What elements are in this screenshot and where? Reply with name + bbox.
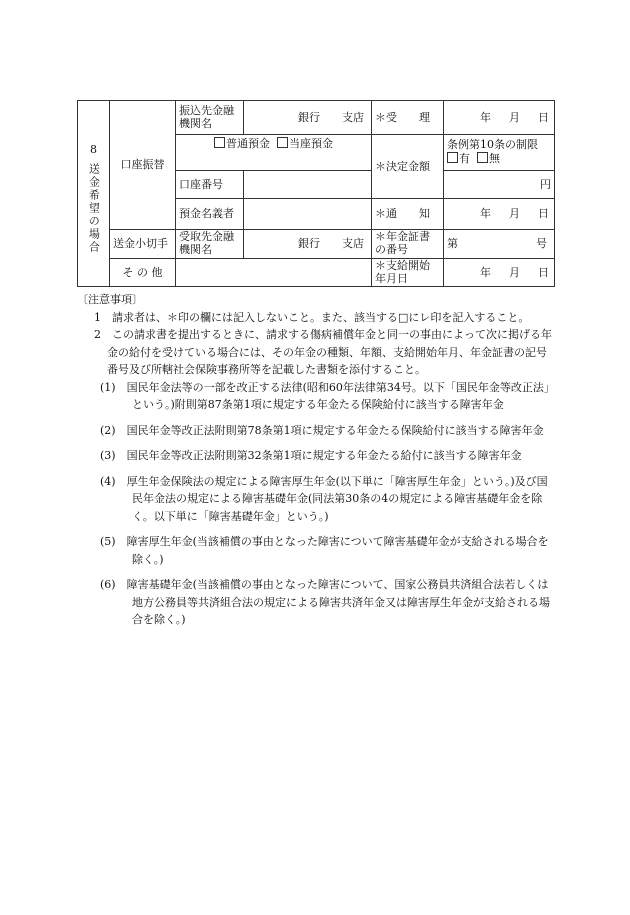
account-holder-field[interactable] bbox=[244, 199, 372, 230]
decided-amount-label: ＊決定金額 bbox=[372, 135, 444, 199]
regulation-text: 条例第10条の制限 bbox=[447, 138, 538, 152]
section-cell bbox=[78, 101, 110, 287]
month-word: 月 bbox=[509, 110, 520, 124]
received-label: ＊受 理 bbox=[372, 101, 444, 135]
deposit-type-field[interactable] bbox=[176, 135, 372, 171]
account-number-field[interactable] bbox=[244, 171, 372, 199]
money-order-label: 送金小切手 bbox=[110, 230, 176, 259]
branch-word: 支店 bbox=[342, 110, 364, 124]
checkbox-none[interactable] bbox=[477, 152, 488, 163]
notice-date-field bbox=[444, 199, 555, 230]
year-word: 年 bbox=[480, 265, 491, 279]
bank-word: 銀行 bbox=[298, 110, 320, 124]
other-field[interactable] bbox=[176, 259, 372, 287]
yen-unit: 円 bbox=[444, 171, 555, 199]
none-label: 無 bbox=[489, 152, 500, 165]
other-label: そ の 他 bbox=[110, 259, 176, 287]
account-holder-label: 預金名義者 bbox=[176, 199, 244, 230]
section-title: 送金希望の場合 bbox=[87, 162, 101, 254]
note-1: 1 請求者は、＊印の欄には記入しないこと。また、該当する□にレ印を記入すること。 bbox=[94, 310, 530, 324]
regulation-field bbox=[444, 135, 555, 171]
certificate-field bbox=[444, 230, 555, 259]
dai-word: 第 bbox=[447, 237, 458, 251]
notes-header: 〔注意事項〕 bbox=[77, 293, 143, 306]
note-2-sub-5: (5) 障害厚生年金(当該補償の事由となった障害について障害基礎年金が支給される場合を除く。) bbox=[100, 535, 549, 566]
remittance-form-table bbox=[77, 100, 555, 287]
received-date-field bbox=[444, 101, 555, 135]
checkbox-current[interactable] bbox=[277, 137, 288, 148]
checkbox-has[interactable] bbox=[447, 152, 458, 163]
bank-word: 銀行 bbox=[298, 237, 320, 251]
section-number: 8 bbox=[90, 143, 97, 156]
payment-start-label: ＊支給開始年月日 bbox=[372, 259, 444, 287]
account-transfer-label: 口座振替 bbox=[110, 101, 176, 230]
transfer-bank-label: 振込先金融機関名 bbox=[176, 101, 244, 135]
account-number-label: 口座番号 bbox=[176, 171, 244, 199]
year-word: 年 bbox=[480, 207, 491, 221]
deposit-ordinary-label: 普通預金 bbox=[226, 137, 270, 150]
note-2-sub-2: (2) 国民年金等改正法附則第78条第1項に規定する年金たる保険給付に該当する障害年金 bbox=[100, 423, 544, 437]
certificate-label: ＊年金証書の番号 bbox=[372, 230, 444, 259]
gou-word: 号 bbox=[536, 237, 547, 251]
checkbox-ordinary[interactable] bbox=[214, 137, 225, 148]
note-2-sub-3: (3) 国民年金等改正法附則第32条第1項に規定する年金たる給付に該当する障害年金 bbox=[100, 449, 522, 462]
payment-start-date-field bbox=[444, 259, 555, 287]
year-word: 年 bbox=[480, 110, 491, 124]
month-word: 月 bbox=[509, 207, 520, 221]
note-2-sub-4: (4) 厚生年金保険法の規定による障害厚生年金(以下単に「障害厚生年金」という。)及び国民年金法の規定による障害基礎年金(同法第30条の4の規定による障害基礎年金を除く。以下単に「障害基礎年金」という。) bbox=[100, 474, 548, 523]
notes-section bbox=[77, 291, 557, 629]
month-word: 月 bbox=[509, 265, 520, 279]
deposit-current-label: 当座預金 bbox=[289, 137, 333, 150]
has-label: 有 bbox=[459, 152, 470, 165]
notice-label: ＊通 知 bbox=[372, 199, 444, 230]
transfer-bank-field[interactable] bbox=[244, 101, 372, 135]
note-2-sub-6: (6) 障害基礎年金(当該補償の事由となった障害について、国家公務員共済組合法若しくは地方公務員等共済組合法の規定による障害共済年金又は障害厚生年金が支給される場合を除く。) bbox=[100, 578, 550, 626]
branch-word: 支店 bbox=[342, 237, 364, 251]
note-2: 2 この請求書を提出するときに、請求する傷病補償年金と同一の事由によって次に掲げる年金の給付を受けている場合には、その年金の種類、年額、支給開始年月、年金証書の記号番号及び所轄社会保険事務所等を記載した書類を添付すること。 bbox=[94, 328, 552, 376]
receiving-bank-label: 受取先金融機関名 bbox=[176, 230, 244, 259]
receiving-bank-field[interactable] bbox=[244, 230, 372, 259]
day-word: 日 bbox=[538, 207, 549, 221]
day-word: 日 bbox=[538, 110, 549, 124]
day-word: 日 bbox=[538, 265, 549, 279]
note-2-sub-1: (1) 国民年金法等の一部を改正する法律(昭和60年法律第34号。以下「国民年金等改正法」という。)附則第87条第1項に規定する年金たる保険給付に該当する障害年金 bbox=[100, 380, 555, 411]
